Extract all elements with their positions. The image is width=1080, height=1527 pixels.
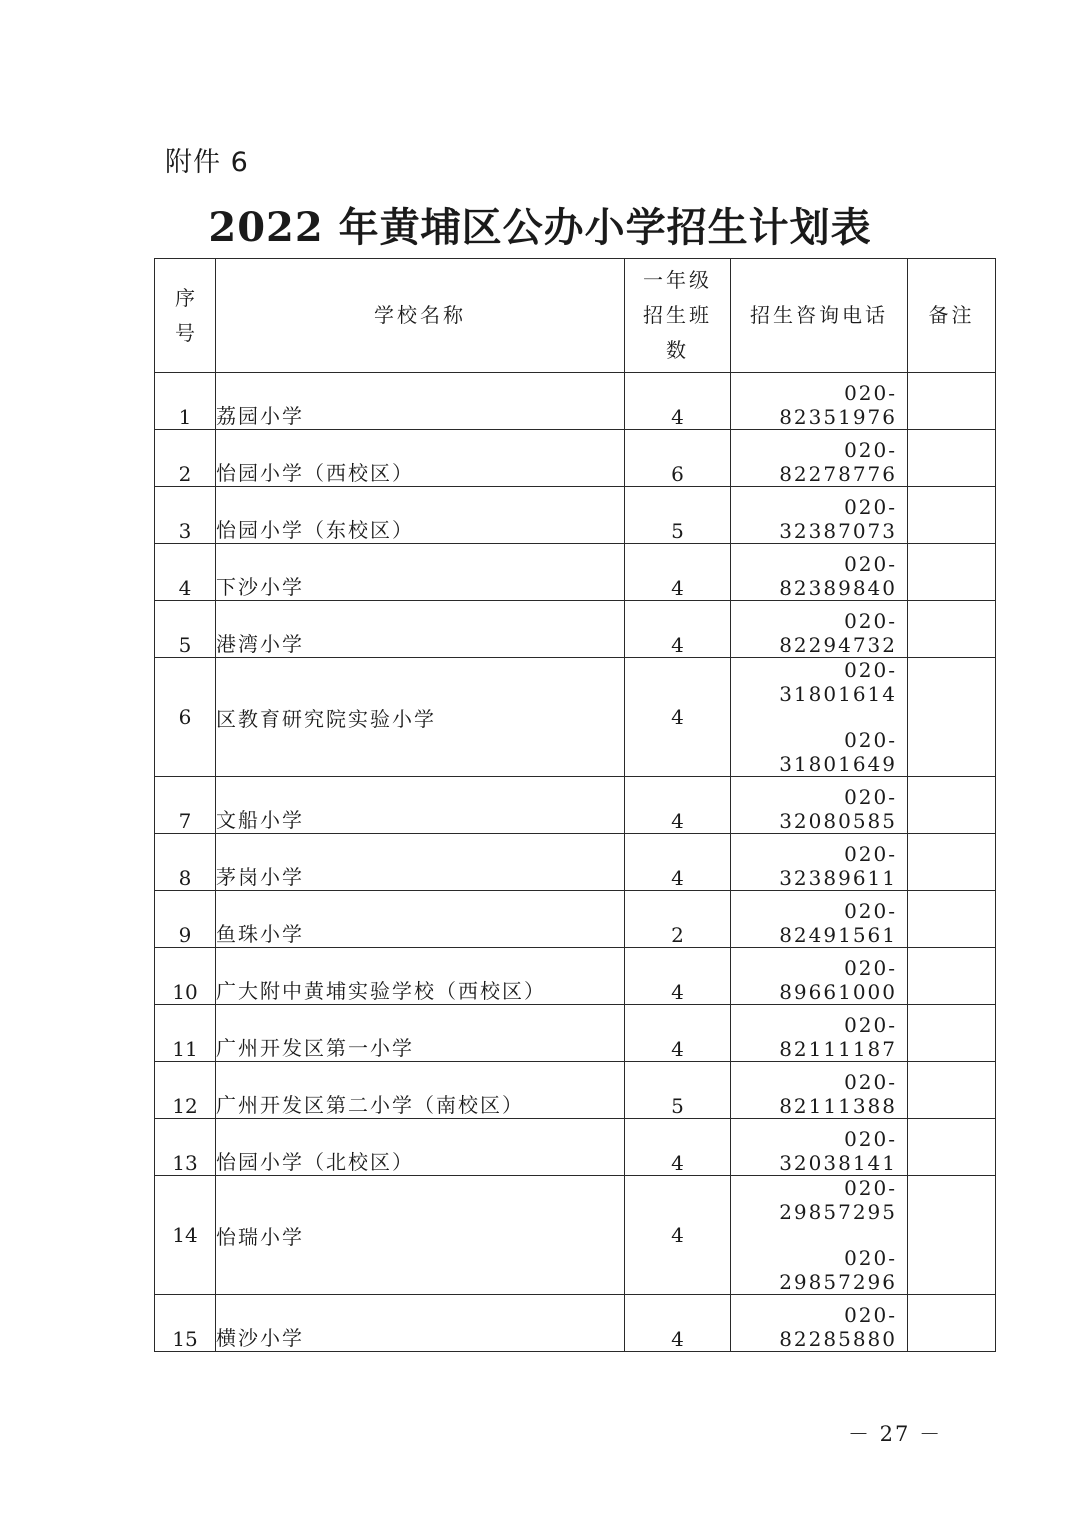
class-count: 4 [625, 373, 731, 430]
remark-cell [908, 601, 996, 658]
phone-number: 020-31801614 [779, 658, 897, 706]
remark-cell [908, 1295, 996, 1352]
table-row [155, 1295, 996, 1352]
phone-number: 020-82111388 [779, 1070, 897, 1118]
row-number: 1 [155, 373, 216, 430]
header-remark: 备注 [908, 259, 996, 373]
phone-number: 020-82491561 [779, 899, 897, 947]
enrollment-plan-table [154, 258, 996, 1352]
table-row [155, 1176, 996, 1295]
school-name: 文船小学 [216, 777, 625, 834]
row-number: 6 [155, 658, 216, 777]
phone-cell [731, 891, 908, 948]
school-name: 怡园小学（西校区） [216, 430, 625, 487]
phone-number: 020-32389611 [779, 842, 897, 890]
class-count: 5 [625, 487, 731, 544]
table-row [155, 658, 996, 777]
remark-cell [908, 777, 996, 834]
table-row [155, 777, 996, 834]
class-count: 4 [625, 834, 731, 891]
remark-cell [908, 544, 996, 601]
phone-cell [731, 834, 908, 891]
class-count: 5 [625, 1062, 731, 1119]
school-name: 横沙小学 [216, 1295, 625, 1352]
header-classes-line1: 一年级 [643, 268, 712, 292]
table-row [155, 1005, 996, 1062]
remark-cell [908, 487, 996, 544]
phone-cell [731, 544, 908, 601]
phone-number: 020-31801649 [779, 728, 897, 776]
phone-number: 020-82389840 [779, 552, 897, 600]
table-body [155, 373, 996, 1352]
table-row [155, 834, 996, 891]
class-count: 4 [625, 601, 731, 658]
page-number: － 27 － [848, 1422, 943, 1446]
phone-cell [731, 1062, 908, 1119]
phone-number: 020-32387073 [779, 495, 897, 543]
table-row [155, 891, 996, 948]
school-name: 广州开发区第二小学（南校区） [216, 1062, 625, 1119]
phone-number: 020-82351976 [779, 381, 897, 429]
remark-cell [908, 834, 996, 891]
table-row [155, 430, 996, 487]
class-count: 2 [625, 891, 731, 948]
header-seq-line2: 号 [175, 320, 195, 345]
school-name: 茅岗小学 [216, 834, 625, 891]
phone-number: 020-82111187 [779, 1013, 897, 1061]
row-number: 5 [155, 601, 216, 658]
row-number: 7 [155, 777, 216, 834]
remark-cell [908, 373, 996, 430]
class-count: 4 [625, 1005, 731, 1062]
remark-cell [908, 1119, 996, 1176]
table-row [155, 601, 996, 658]
phone-cell [731, 430, 908, 487]
table-row [155, 373, 996, 430]
remark-cell [908, 430, 996, 487]
school-name: 区教育研究院实验小学 [216, 658, 625, 777]
phone-number: 020-32080585 [779, 785, 897, 833]
table-row [155, 544, 996, 601]
class-count: 4 [625, 544, 731, 601]
phone-number: 020-29857295 [779, 1176, 897, 1224]
header-classes-line3: 数 [666, 338, 689, 362]
row-number: 2 [155, 430, 216, 487]
phone-cell [731, 487, 908, 544]
remark-cell [908, 658, 996, 777]
phone-cell [731, 1119, 908, 1176]
row-number: 11 [155, 1005, 216, 1062]
row-number: 12 [155, 1062, 216, 1119]
phone-cell [731, 373, 908, 430]
phone-cell [731, 601, 908, 658]
header-seq-line1: 序 [175, 285, 195, 310]
school-name: 广州开发区第一小学 [216, 1005, 625, 1062]
school-name: 怡瑞小学 [216, 1176, 625, 1295]
class-count: 4 [625, 1295, 731, 1352]
class-count: 4 [625, 948, 731, 1005]
phone-cell [731, 1295, 908, 1352]
row-number: 4 [155, 544, 216, 601]
class-count: 4 [625, 1119, 731, 1176]
school-name: 下沙小学 [216, 544, 625, 601]
school-name: 荔园小学 [216, 373, 625, 430]
phone-number: 020-82294732 [779, 609, 897, 657]
school-name: 怡园小学（北校区） [216, 1119, 625, 1176]
school-name: 怡园小学（东校区） [216, 487, 625, 544]
row-number: 13 [155, 1119, 216, 1176]
remark-cell [908, 1176, 996, 1295]
header-classes-line2: 招生班 [643, 303, 712, 327]
table-row [155, 948, 996, 1005]
header-school: 学校名称 [216, 259, 625, 373]
row-number: 14 [155, 1176, 216, 1295]
phone-cell [731, 777, 908, 834]
class-count: 4 [625, 658, 731, 777]
table-row [155, 1062, 996, 1119]
phone-cell [731, 1005, 908, 1062]
class-count: 4 [625, 1176, 731, 1295]
phone-number: 020-89661000 [779, 956, 897, 1004]
remark-cell [908, 948, 996, 1005]
table-row [155, 487, 996, 544]
phone-cell [731, 948, 908, 1005]
remark-cell [908, 1005, 996, 1062]
phone-cell [731, 658, 908, 777]
phone-cell [731, 1176, 908, 1295]
row-number: 9 [155, 891, 216, 948]
school-name: 港湾小学 [216, 601, 625, 658]
class-count: 4 [625, 777, 731, 834]
table-row [155, 1119, 996, 1176]
table-header-row [155, 259, 996, 373]
phone-number: 020-32038141 [779, 1127, 897, 1175]
row-number: 10 [155, 948, 216, 1005]
school-name: 鱼珠小学 [216, 891, 625, 948]
attachment-label: 附件 6 [165, 147, 249, 178]
phone-number: 020-82278776 [779, 438, 897, 486]
header-classes [625, 259, 731, 373]
page-title: 2022 年黄埔区公办小学招生计划表 [208, 204, 872, 251]
class-count: 6 [625, 430, 731, 487]
remark-cell [908, 891, 996, 948]
header-seq [155, 259, 216, 373]
row-number: 15 [155, 1295, 216, 1352]
row-number: 3 [155, 487, 216, 544]
school-name: 广大附中黄埔实验学校（西校区） [216, 948, 625, 1005]
header-phone: 招生咨询电话 [731, 259, 908, 373]
remark-cell [908, 1062, 996, 1119]
phone-number: 020-29857296 [779, 1246, 897, 1294]
phone-number: 020-82285880 [779, 1303, 897, 1351]
row-number: 8 [155, 834, 216, 891]
